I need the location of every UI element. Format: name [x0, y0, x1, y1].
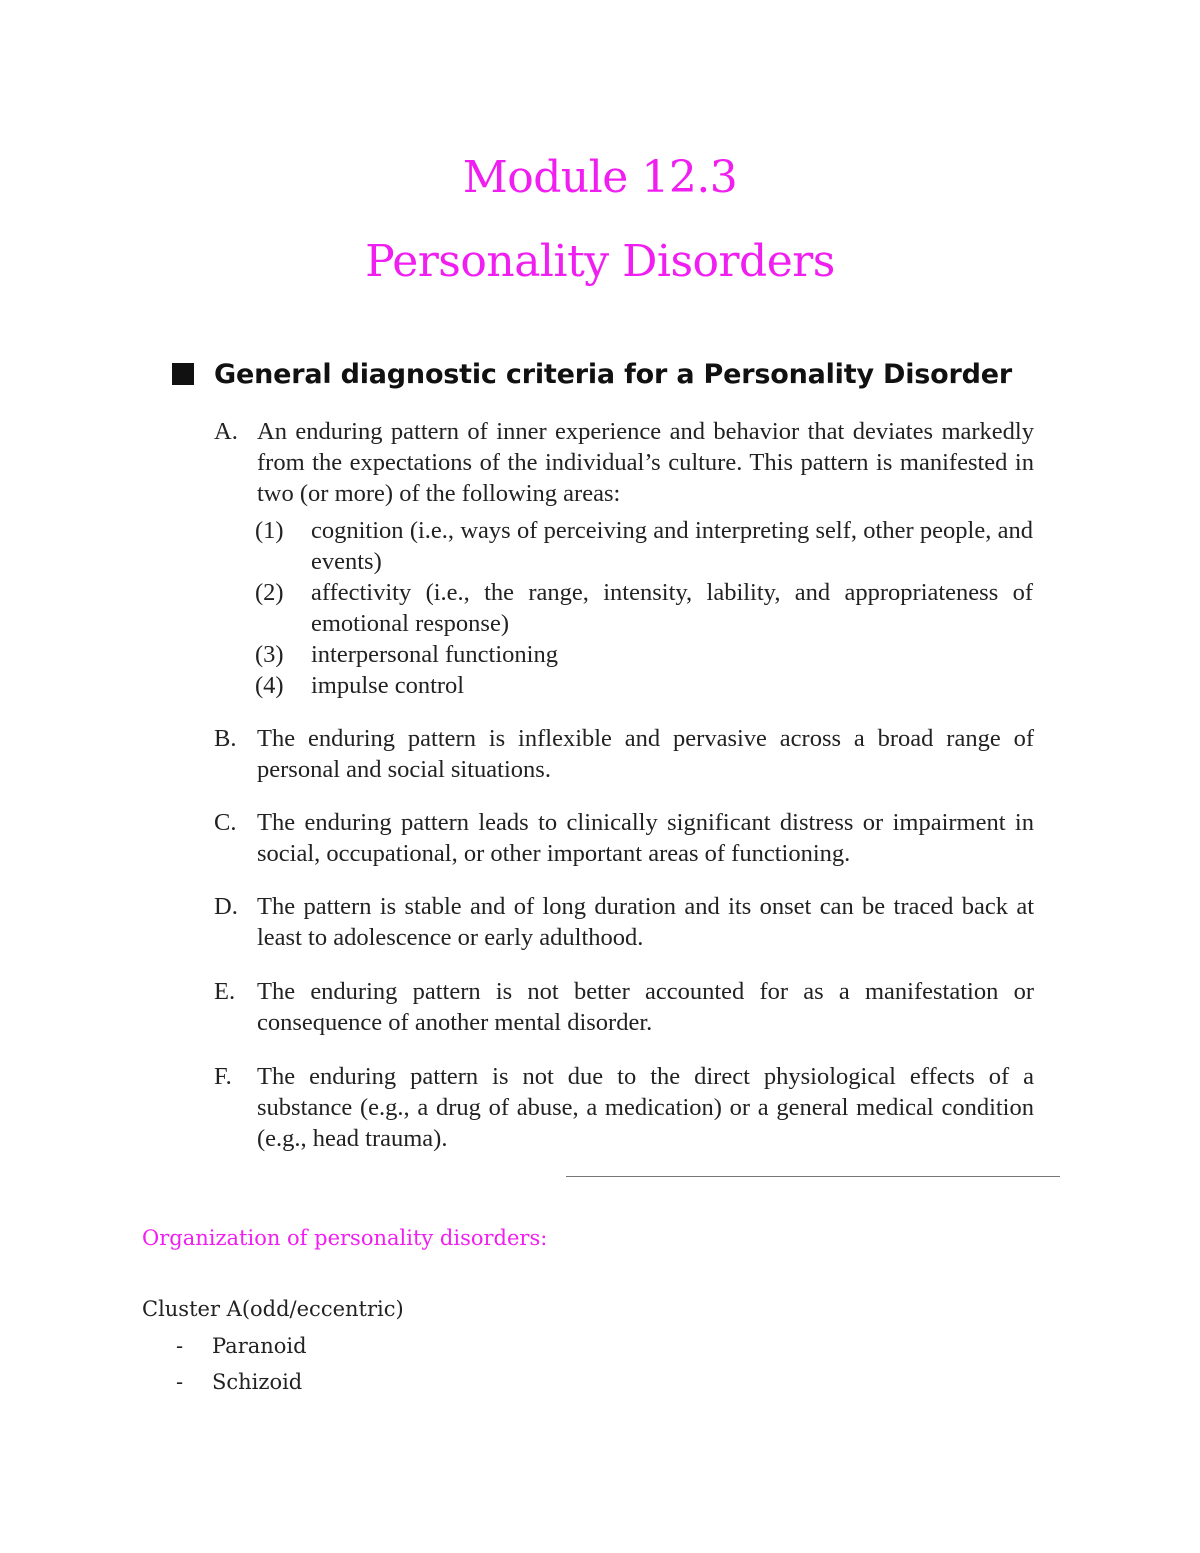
dash-bullet: -	[176, 1370, 184, 1394]
area-text: impulse control	[311, 672, 465, 699]
criterion-text: The enduring pattern leads to clinically significant distress or impairment in social, occupational, or other important areas of functioning.	[257, 809, 1034, 867]
list-item	[176, 1334, 307, 1358]
criterion-f	[214, 1061, 1034, 1154]
criterion-text: An enduring pattern of inner experience and behavior that deviates markedly from the expectations of the individual’s culture. This pattern is manifested in two (or more) of the following areas:	[257, 418, 1034, 507]
criterion-b	[214, 723, 1034, 785]
list-item	[176, 1370, 302, 1394]
criterion-text: The pattern is stable and of long duration and its onset can be traced back at least to adolescence or early adulthood.	[257, 893, 1034, 951]
area-number: (2)	[255, 579, 284, 606]
divider-line	[566, 1176, 1060, 1177]
criterion-text: The enduring pattern is not better accounted for as a manifestation or consequence of another mental disorder.	[257, 978, 1034, 1036]
area-text: affectivity (i.e., the range, intensity, lability, and appropriateness of emotional response)	[311, 579, 1033, 637]
dash-bullet: -	[176, 1334, 184, 1358]
area-text: interpersonal functioning	[311, 641, 558, 668]
criterion-e	[214, 976, 1034, 1038]
area-item-4	[255, 670, 1033, 701]
criterion-letter: A.	[214, 418, 238, 445]
criterion-letter: C.	[214, 809, 237, 836]
module-title: Module 12.3	[462, 152, 738, 203]
area-number: (3)	[255, 641, 284, 668]
list-item-text: Paranoid	[212, 1334, 307, 1358]
square-bullet-icon	[172, 363, 194, 385]
criterion-a	[214, 416, 1034, 509]
organization-heading: Organization of personality disorders:	[142, 1226, 548, 1250]
criterion-c	[214, 807, 1034, 869]
area-number: (1)	[255, 517, 284, 544]
area-item-3	[255, 639, 1033, 670]
area-item-2	[255, 577, 1033, 639]
criterion-letter: D.	[214, 893, 238, 920]
area-number: (4)	[255, 672, 284, 699]
list-item-text: Schizoid	[212, 1370, 303, 1394]
criterion-text: The enduring pattern is inflexible and pervasive across a broad range of personal and social situations.	[257, 725, 1034, 783]
area-text: cognition (i.e., ways of perceiving and interpreting self, other people, and events)	[311, 517, 1033, 575]
cluster-a-label: Cluster A(odd/eccentric)	[142, 1297, 404, 1321]
area-item-1	[255, 515, 1033, 577]
criterion-letter: F.	[214, 1063, 232, 1090]
criterion-letter: E.	[214, 978, 236, 1005]
criterion-text: The enduring pattern is not due to the direct physiological effects of a substance (e.g., a drug of abuse, a medication) or a general medical condition (e.g., head trauma).	[257, 1063, 1034, 1152]
section-heading-text: General diagnostic criteria for a Personality Disorder	[214, 358, 1013, 390]
criterion-letter: B.	[214, 725, 237, 752]
page-title: Personality Disorders	[365, 236, 835, 287]
section-heading	[172, 354, 1012, 394]
criterion-d	[214, 891, 1034, 953]
